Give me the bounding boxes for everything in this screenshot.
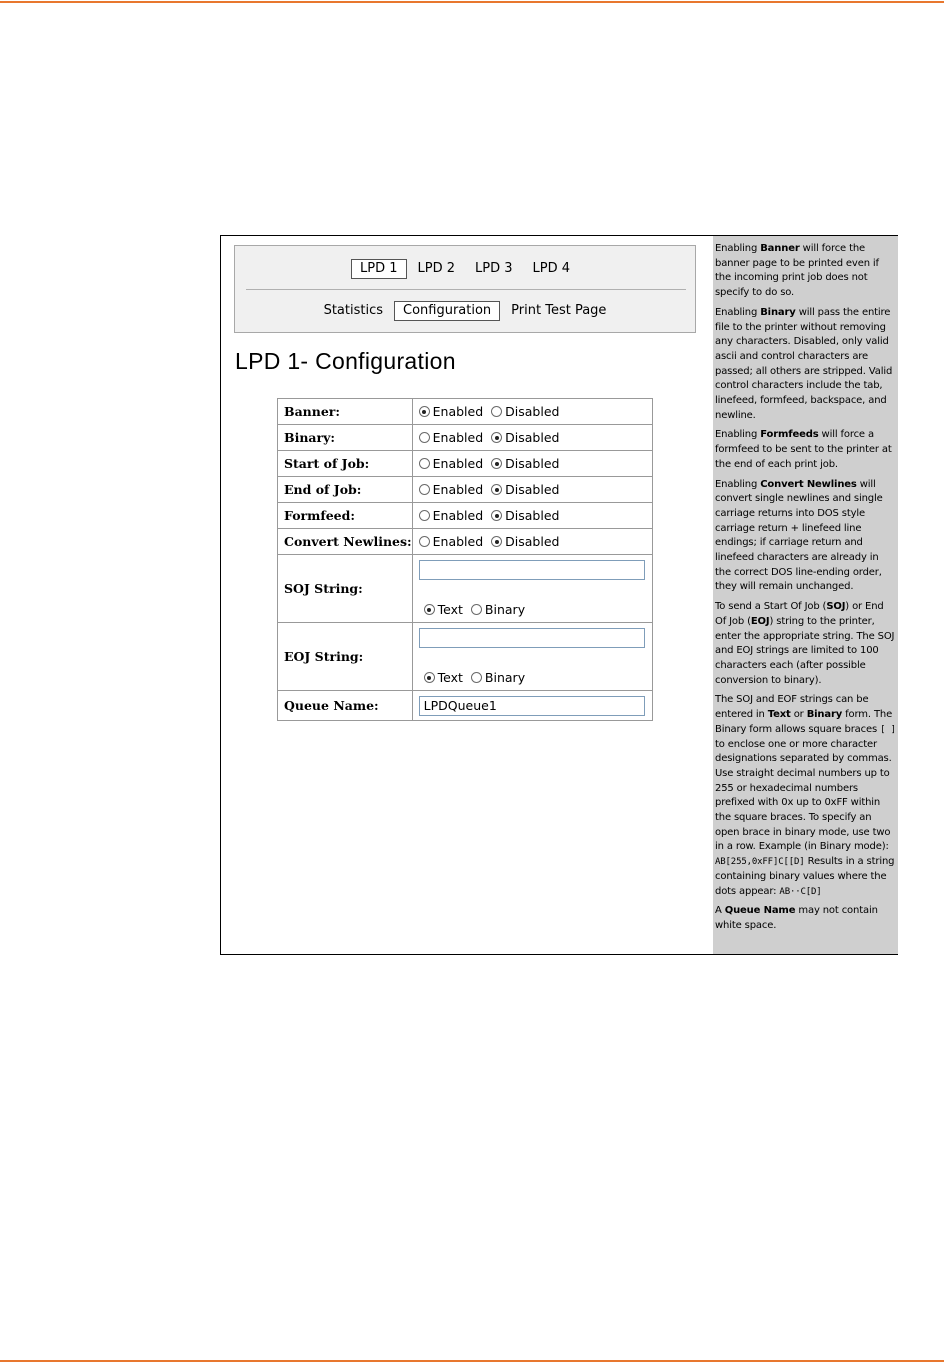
binary-value-cell: [412, 425, 652, 451]
sub-tab-row: [235, 301, 695, 321]
end-of-job-radio-group: [419, 482, 652, 497]
eoj-string-row: [278, 623, 653, 691]
tab-statistics[interactable]: Statistics: [323, 303, 383, 318]
help-banner: Enabling Banner will force the banner page to be printed even if the incoming print job does not specify to do so.: [715, 243, 879, 299]
end-of-job-disabled-radio[interactable]: [491, 484, 502, 495]
banner-row: [278, 399, 653, 425]
tab-lpd-1[interactable]: LPD 1: [351, 259, 407, 279]
help-panel: [713, 236, 898, 954]
end-of-job-label: End of Job:: [278, 477, 413, 503]
start-of-job-value-cell: [412, 451, 652, 477]
page-title: LPD 1- Configuration: [235, 348, 456, 374]
tab-print-test-page[interactable]: Print Test Page: [511, 303, 607, 318]
soj-binary-label: Binary: [484, 602, 526, 617]
tab-configuration[interactable]: Configuration: [394, 301, 500, 321]
soj-string-cell: [412, 555, 652, 623]
binary-enabled-radio[interactable]: [419, 432, 430, 443]
config-table: [277, 398, 653, 721]
binary-enabled-label: Enabled: [432, 430, 484, 445]
queue-name-row: [278, 691, 653, 721]
formfeed-enabled-radio[interactable]: [419, 510, 430, 521]
end-of-job-enabled-radio[interactable]: [419, 484, 430, 495]
banner-disabled-radio[interactable]: [491, 406, 502, 417]
convert-newlines-label: Convert Newlines:: [278, 529, 413, 555]
start-of-job-label: Start of Job:: [278, 451, 413, 477]
help-soj-eoj: To send a Start Of Job (SOJ) or End Of Job (EOJ) string to the printer, enter the appropriate string. The SOJ and EOJ strings are limited to 100 characters each (after possible conversion to binary).: [715, 601, 895, 686]
eoj-string-label: EOJ String:: [278, 623, 413, 691]
formfeed-value-cell: [412, 503, 652, 529]
binary-radio-group: [419, 430, 652, 445]
web-ui-frame: [220, 235, 898, 955]
queue-name-cell: [412, 691, 652, 721]
eoj-string-cell: [412, 623, 652, 691]
eoj-binary-radio[interactable]: [471, 672, 482, 683]
banner-disabled-label: Disabled: [505, 404, 560, 419]
help-string-forms: The SOJ and EOF strings can be entered in Text or Binary form. The Binary form allows square braces [ ] to enclose one or more character designations separated by commas. Use straight decimal numbers up to 255 or hexadecimal numbers prefixed with 0x up to 0xFF within the square braces. To specify an open brace in binary mode, use two in a row. Example (in Binary mode): AB[255,0xFF]C[[D] Results in a string containing binary values where the dots appear: AB··C[D]: [715, 694, 896, 897]
eoj-radio-group: [424, 670, 533, 685]
binary-row: [278, 425, 653, 451]
formfeed-disabled-radio[interactable]: [491, 510, 502, 521]
eoj-binary-label: Binary: [484, 670, 526, 685]
nav-divider: [246, 289, 686, 290]
end-of-job-enabled-label: Enabled: [432, 482, 484, 497]
soj-string-input[interactable]: [419, 560, 645, 580]
help-convert-newlines: Enabling Convert Newlines will convert single newlines and single carriage returns into DOS style carriage return + linefeed line endings; if carriage return and linefeed characters are already in the correct DOS line-ending order, they will remain unchanged.: [715, 478, 883, 593]
convert-newlines-disabled-radio[interactable]: [491, 536, 502, 547]
formfeed-disabled-label: Disabled: [505, 508, 560, 523]
banner-label: Banner:: [278, 399, 413, 425]
soj-binary-radio[interactable]: [471, 604, 482, 615]
help-formfeed: Enabling Formfeeds will force a formfeed to be sent to the printer at the end of each print job.: [715, 429, 892, 470]
help-binary: Enabling Binary will pass the entire file to the printer without removing any characters. Disabled, only valid ascii and control characters are passed; all others are stripped. Valid control characters include the tab, linefeed, formfeed, backspace, and newline.: [715, 306, 893, 421]
convert-newlines-enabled-radio[interactable]: [419, 536, 430, 547]
eoj-text-radio[interactable]: [424, 672, 435, 683]
main-panel: [221, 236, 713, 954]
soj-text-radio[interactable]: [424, 604, 435, 615]
lpd-tab-row: [235, 259, 695, 279]
formfeed-row: [278, 503, 653, 529]
formfeed-enabled-label: Enabled: [432, 508, 484, 523]
banner-enabled-label: Enabled: [432, 404, 484, 419]
end-of-job-row: [278, 477, 653, 503]
banner-enabled-radio[interactable]: [419, 406, 430, 417]
tab-lpd-2[interactable]: LPD 2: [417, 261, 455, 276]
start-of-job-row: [278, 451, 653, 477]
soj-string-row: [278, 555, 653, 623]
soj-string-label: SOJ String:: [278, 555, 413, 623]
end-of-job-value-cell: [412, 477, 652, 503]
eoj-string-input[interactable]: [419, 628, 645, 648]
header-rule: [0, 1, 944, 3]
banner-radio-group: [419, 404, 652, 419]
tab-lpd-3[interactable]: LPD 3: [475, 261, 513, 276]
convert-newlines-radio-group: [419, 534, 652, 549]
soj-text-label: Text: [437, 602, 463, 617]
binary-disabled-radio[interactable]: [491, 432, 502, 443]
soj-radio-group: [424, 602, 533, 617]
binary-label: Binary:: [278, 425, 413, 451]
soj-string-inner: [419, 555, 652, 622]
eoj-string-inner: [419, 623, 652, 690]
convert-newlines-disabled-label: Disabled: [505, 534, 560, 549]
formfeed-label: Formfeed:: [278, 503, 413, 529]
queue-name-label: Queue Name:: [278, 691, 413, 721]
end-of-job-disabled-label: Disabled: [505, 482, 560, 497]
start-of-job-enabled-label: Enabled: [432, 456, 484, 471]
binary-disabled-label: Disabled: [505, 430, 560, 445]
start-of-job-disabled-label: Disabled: [505, 456, 560, 471]
formfeed-radio-group: [419, 508, 652, 523]
start-of-job-radio-group: [419, 456, 652, 471]
eoj-text-label: Text: [437, 670, 463, 685]
queue-name-input[interactable]: LPDQueue1: [419, 696, 645, 716]
start-of-job-enabled-radio[interactable]: [419, 458, 430, 469]
footer-rule: [0, 1360, 944, 1362]
start-of-job-disabled-radio[interactable]: [491, 458, 502, 469]
nav-box: [234, 245, 696, 333]
help-queue-name: A Queue Name may not contain white space.: [715, 905, 878, 931]
convert-newlines-enabled-label: Enabled: [432, 534, 484, 549]
convert-newlines-row: [278, 529, 653, 555]
convert-newlines-value-cell: [412, 529, 652, 555]
tab-lpd-4[interactable]: LPD 4: [532, 261, 570, 276]
banner-value-cell: [412, 399, 652, 425]
